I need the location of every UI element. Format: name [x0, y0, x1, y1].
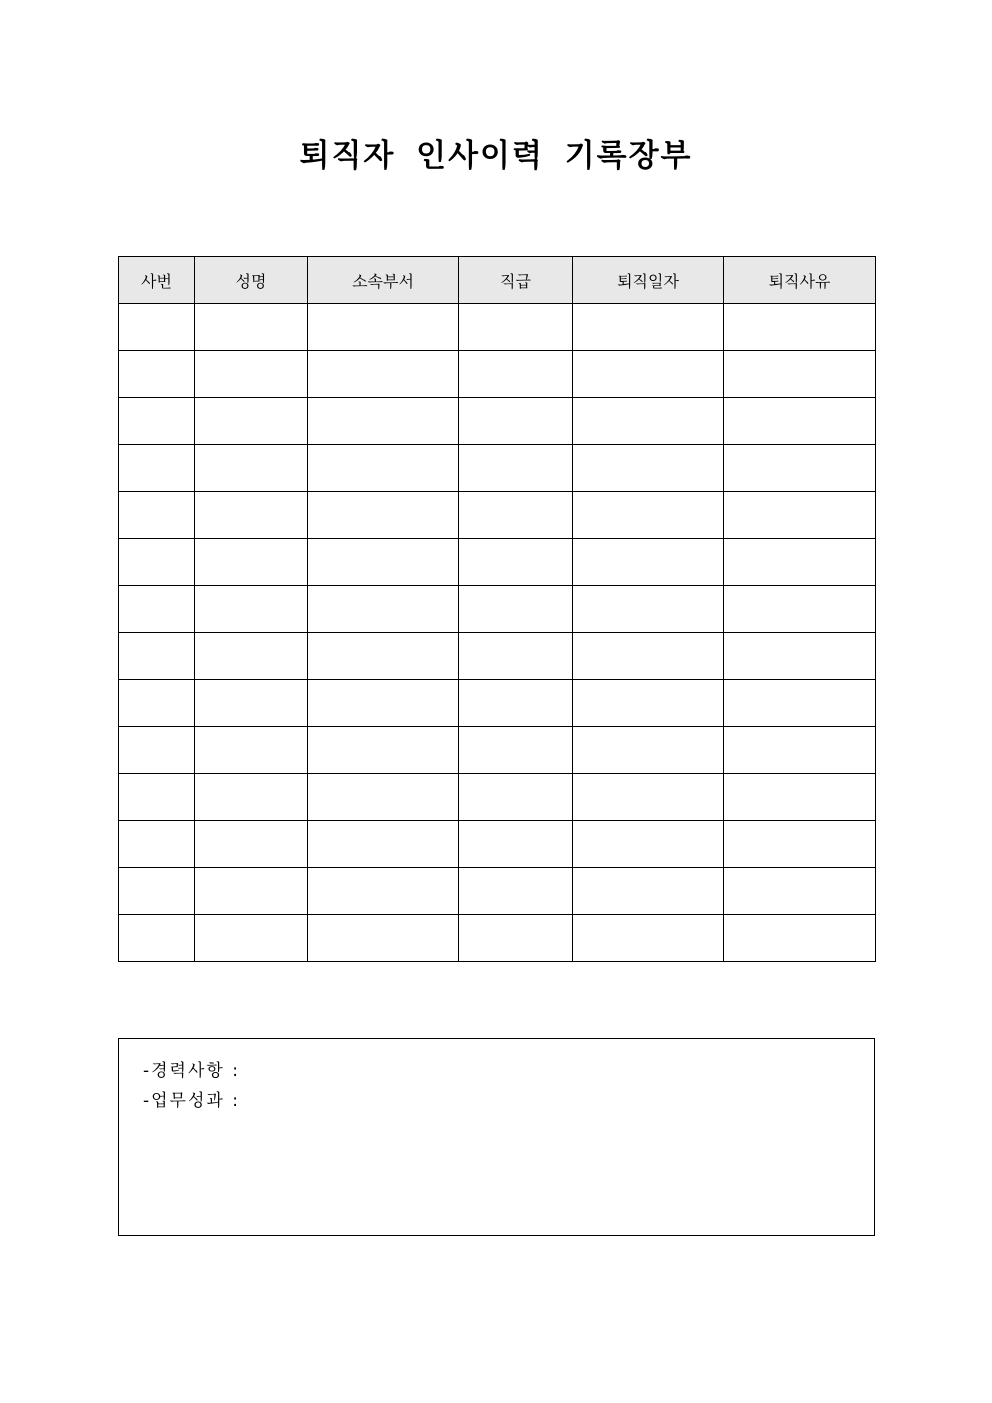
cell-position: [459, 680, 573, 727]
work-performance-label: -업무성과 :: [143, 1091, 240, 1111]
cell-retirement-date: [573, 539, 724, 586]
header-department: 소속부서: [308, 257, 459, 304]
cell-employee-id: [119, 398, 195, 445]
cell-employee-id: [119, 539, 195, 586]
table-row: [119, 821, 876, 868]
cell-name: [195, 351, 308, 398]
cell-employee-id: [119, 868, 195, 915]
cell-retirement-reason: [724, 398, 876, 445]
cell-employee-id: [119, 351, 195, 398]
cell-position: [459, 868, 573, 915]
cell-employee-id: [119, 915, 195, 962]
cell-department: [308, 680, 459, 727]
table-row: [119, 445, 876, 492]
cell-name: [195, 774, 308, 821]
table-row: [119, 539, 876, 586]
cell-department: [308, 915, 459, 962]
cell-department: [308, 398, 459, 445]
cell-position: [459, 351, 573, 398]
table-row: [119, 633, 876, 680]
cell-department: [308, 821, 459, 868]
cell-department: [308, 727, 459, 774]
header-position: 직급: [459, 257, 573, 304]
cell-name: [195, 445, 308, 492]
cell-retirement-date: [573, 821, 724, 868]
cell-retirement-reason: [724, 492, 876, 539]
cell-retirement-date: [573, 445, 724, 492]
cell-department: [308, 774, 459, 821]
cell-department: [308, 351, 459, 398]
cell-name: [195, 680, 308, 727]
cell-name: [195, 727, 308, 774]
cell-employee-id: [119, 304, 195, 351]
cell-employee-id: [119, 586, 195, 633]
cell-name: [195, 915, 308, 962]
cell-employee-id: [119, 774, 195, 821]
cell-retirement-reason: [724, 304, 876, 351]
cell-department: [308, 492, 459, 539]
cell-retirement-reason: [724, 586, 876, 633]
cell-position: [459, 539, 573, 586]
table-row: [119, 586, 876, 633]
cell-retirement-reason: [724, 727, 876, 774]
table-row: [119, 304, 876, 351]
cell-retirement-date: [573, 774, 724, 821]
cell-department: [308, 868, 459, 915]
cell-employee-id: [119, 492, 195, 539]
header-retirement-date: 퇴직일자: [573, 257, 724, 304]
cell-retirement-reason: [724, 633, 876, 680]
cell-retirement-reason: [724, 680, 876, 727]
cell-department: [308, 445, 459, 492]
table-row: [119, 915, 876, 962]
cell-employee-id: [119, 633, 195, 680]
cell-name: [195, 539, 308, 586]
cell-retirement-date: [573, 492, 724, 539]
cell-name: [195, 398, 308, 445]
cell-position: [459, 398, 573, 445]
cell-retirement-reason: [724, 868, 876, 915]
cell-position: [459, 304, 573, 351]
career-history-label: -경력사항 :: [143, 1061, 240, 1081]
cell-position: [459, 774, 573, 821]
cell-retirement-date: [573, 586, 724, 633]
cell-position: [459, 633, 573, 680]
table-row: [119, 398, 876, 445]
cell-retirement-reason: [724, 351, 876, 398]
cell-name: [195, 821, 308, 868]
table-row: [119, 351, 876, 398]
cell-employee-id: [119, 445, 195, 492]
notes-box: [118, 1038, 875, 1236]
cell-retirement-reason: [724, 915, 876, 962]
cell-retirement-date: [573, 915, 724, 962]
cell-name: [195, 304, 308, 351]
cell-name: [195, 868, 308, 915]
cell-retirement-date: [573, 727, 724, 774]
cell-retirement-reason: [724, 821, 876, 868]
header-name: 성명: [195, 257, 308, 304]
header-employee-id: 사번: [119, 257, 195, 304]
table-row: [119, 868, 876, 915]
cell-department: [308, 539, 459, 586]
cell-department: [308, 633, 459, 680]
table-row: [119, 774, 876, 821]
cell-position: [459, 586, 573, 633]
cell-retirement-date: [573, 633, 724, 680]
cell-position: [459, 727, 573, 774]
table-body: [119, 304, 876, 962]
cell-department: [308, 304, 459, 351]
cell-employee-id: [119, 821, 195, 868]
cell-retirement-date: [573, 398, 724, 445]
cell-employee-id: [119, 727, 195, 774]
cell-position: [459, 445, 573, 492]
cell-employee-id: [119, 680, 195, 727]
cell-retirement-date: [573, 351, 724, 398]
cell-retirement-reason: [724, 445, 876, 492]
cell-name: [195, 586, 308, 633]
table-row: [119, 492, 876, 539]
cell-position: [459, 821, 573, 868]
cell-retirement-date: [573, 680, 724, 727]
cell-department: [308, 586, 459, 633]
table-header-row: [119, 257, 876, 304]
cell-retirement-date: [573, 304, 724, 351]
cell-retirement-date: [573, 868, 724, 915]
cell-retirement-reason: [724, 539, 876, 586]
header-retirement-reason: 퇴직사유: [724, 257, 876, 304]
table-row: [119, 727, 876, 774]
cell-name: [195, 633, 308, 680]
table-row: [119, 680, 876, 727]
cell-position: [459, 492, 573, 539]
document-title: 퇴직자 인사이력 기록장부: [299, 138, 693, 174]
cell-name: [195, 492, 308, 539]
cell-position: [459, 915, 573, 962]
cell-retirement-reason: [724, 774, 876, 821]
retiree-records-table: [118, 256, 876, 962]
